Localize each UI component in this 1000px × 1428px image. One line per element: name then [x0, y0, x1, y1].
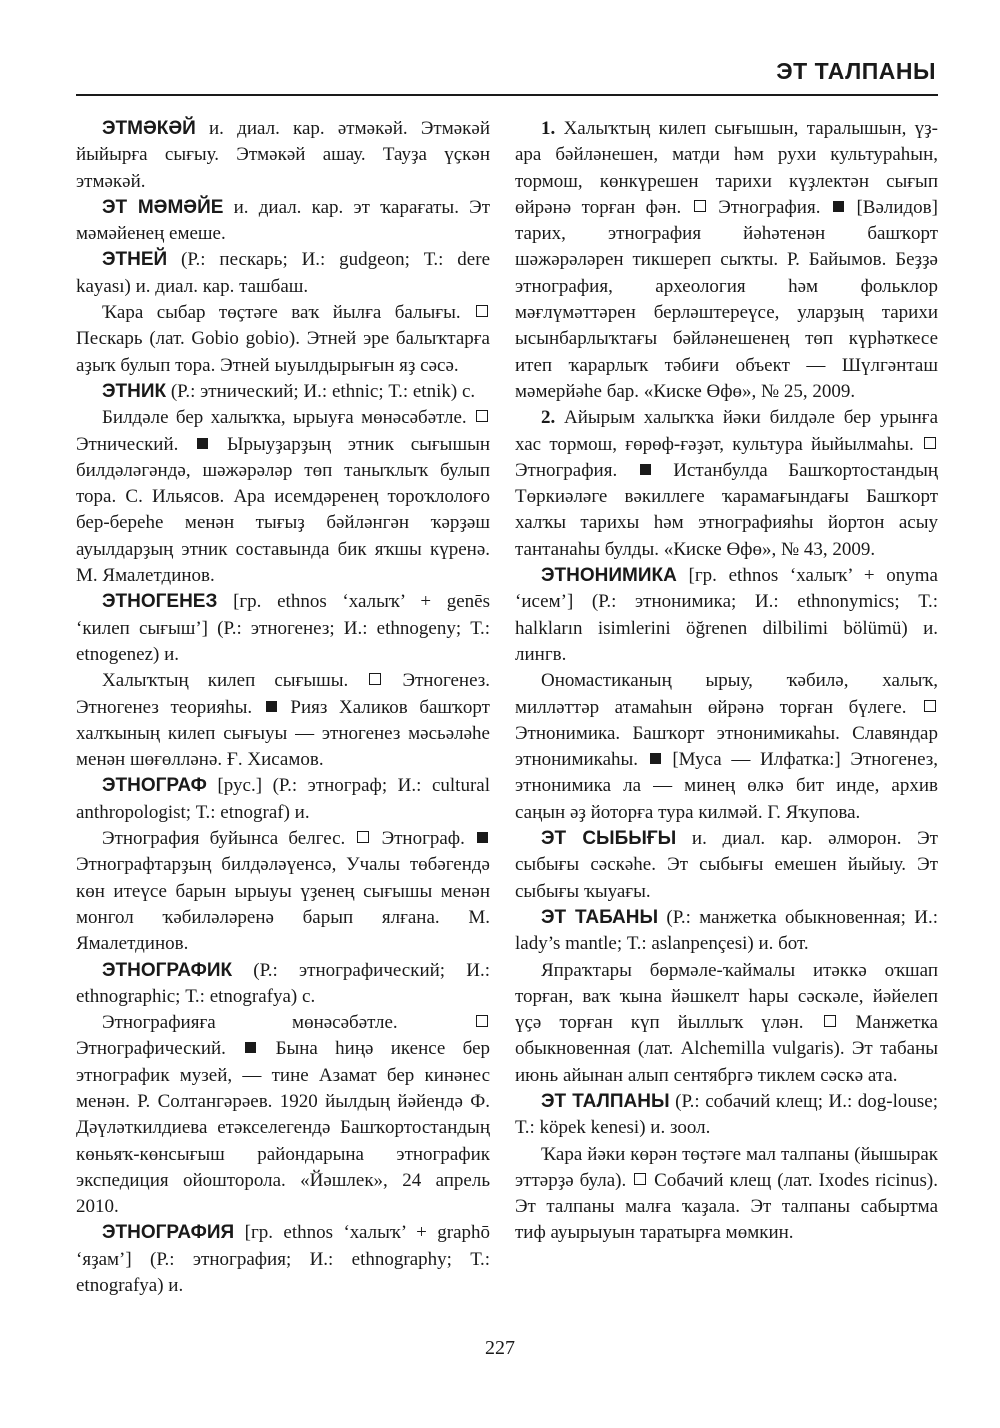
entry-headword: ЭТ ТАЛПАНЫ: [541, 1090, 670, 1112]
definition-text: Ҡара йәки көрән төҫтәге мал талпаны (йышырак эттәрҙә була).: [515, 1143, 938, 1191]
entry-text: (Р.: этнографический; И.: ethnographic; Т.: etnografya) с.: [76, 959, 490, 1007]
example-text: Бына һиңә икенсе бер этнографик музей, — тине Азамат бер кинәнес менән. Р. Солтангәрәев. 1920 йылдың йәйендә Ф. Дәүләткилдиева етәкселегендә Башҡортостандың көньяҡ-көнсығыш райондарына этнографик экспедиция ойошторола. «Йәшлек», 24 апрель 2010.: [76, 1038, 491, 1218]
definition-text: Ономастиканың ырыу, ҡәбилә, халыҡ, милләттәр атамаһын өйрәнә торған бүлеге.: [515, 670, 938, 718]
entry-text: (Р.: собачий клещ; И.: dog-louse; Т.: köpek kenesi) и. зоол.: [515, 1090, 939, 1139]
equivalent-text: Этнография.: [515, 459, 618, 481]
equivalent-text: Этнограф.: [381, 828, 465, 850]
open-square-icon: [924, 437, 936, 449]
example-text: Этнографтарҙың билдәләүенсә, Учалы төбәгендә көн итеүсе барын ырыуы үҙенең сығышы менән монгол ҡәбиләләренә барып ялғана. М. Ямалетдинов.: [76, 854, 490, 955]
header-rule: [76, 94, 938, 96]
sense-number: 2.: [541, 407, 556, 429]
equivalent-text: Этнический.: [76, 433, 179, 455]
open-square-icon: [476, 410, 488, 422]
definition-paragraph: [515, 116, 938, 405]
entry-headword: ЭТНОГРАФИК: [102, 959, 233, 981]
right-column: [515, 116, 938, 1247]
definition-text: Этнография буйынса белгес.: [102, 828, 346, 850]
open-square-icon: [476, 1015, 488, 1027]
definition-paragraph: [76, 405, 490, 589]
filled-square-icon: [640, 464, 651, 475]
entry-headword: ЭТ СЫБЫҒЫ: [541, 828, 677, 850]
entry-text: [гр. ethnos ‘халыҡ’ + graphō ‘яҙам’] (Р.: этнография; И.: ethnography; Т.: etnografya) и.: [76, 1222, 490, 1297]
sense-number: 1.: [541, 118, 556, 139]
filled-square-icon: [245, 1042, 256, 1053]
open-square-icon: [634, 1173, 646, 1185]
definition-paragraph: [515, 1142, 938, 1247]
entry-headword: ЭТНОНИМИКА: [541, 565, 677, 587]
entry-text: и. диал. кар. әлморон. Эт сыбығы сәскәһе. Эт сыбығы емешен йыйыу. Эт сыбығы ҡыуағы.: [515, 828, 938, 902]
entry-headword: ЭТМӘКӘЙ: [102, 118, 196, 139]
left-column: [76, 116, 490, 1299]
equivalent-text: Этногенез. Этногенез теорияһы.: [76, 670, 491, 718]
definition-text: Ҡара сыбар төҫтәге ваҡ йылға балығы.: [102, 302, 461, 324]
open-square-icon: [824, 1015, 836, 1027]
dictionary-entry: [515, 826, 938, 905]
example-text: Собачий клещ (лат. Ixodes ricinus). Эт талпаны малға ҡаҙала. Эт талпаны сабыртма тиф ауырыуын таратырға мөмкин.: [515, 1169, 939, 1244]
example-text: [Муса — Илфатка:] Этногенез, этнонимика ла — минең өлкә бит инде, архив саңын әҙ йоторға тура килмәй. Г. Яҡупова.: [515, 749, 938, 823]
filled-square-icon: [650, 753, 661, 764]
definition-text: Билдәле бер халыҡҡа, ырыуға мөнәсәбәтле.: [102, 407, 467, 429]
example-text: Манжетка обыкновенная (лат. Alchemilla vulgaris). Эт табаны июнь айынан алып сентябргә тиклем сәскә ата.: [515, 1012, 938, 1086]
definition-text: Халыҡтың килеп сығышын, таралышын, үҙ-ара бәйләнешен, матди һәм рухи культураһын, тормош, көнкүрешен тарихи күҙлектән сығып өйрәнә торған фән.: [515, 118, 938, 218]
dictionary-entry: [76, 247, 490, 300]
dictionary-entry: [76, 116, 490, 195]
definition-paragraph: [76, 668, 490, 773]
filled-square-icon: [266, 701, 277, 712]
open-square-icon: [924, 700, 936, 712]
equivalent-text: Этнонимика. Башҡорт этнонимикаһы. Славяндар этнонимикаһы.: [515, 722, 938, 771]
example-text: Истанбулда Башҡортостандың Төркиәләге вәкиллеге ҡарамағындағы Башҡорт халҡы тарихы һәм этнографияһы йортон асыу тантанаһы булды. «Киске Өфө», № 43, 2009.: [515, 459, 939, 560]
equivalent-text: Этнографический.: [76, 1038, 226, 1060]
entry-text: и. диал. кар. эт ҡарағаты. Эт мәмәйенең емеше.: [76, 196, 490, 245]
entry-headword: ЭТНЕЙ: [102, 249, 168, 271]
filled-square-icon: [477, 832, 488, 843]
dictionary-entry: [76, 379, 490, 405]
entry-text: [гр. ethnos ‘халыҡ’ + onyma ‘исем’] (Р.: этнонимика; И.: ethnonymics; Т.: halkların isimlerini öğrenen dilbilimi bölümü) и. лингв.: [515, 565, 938, 665]
running-head: ЭТ ТАЛПАНЫ: [776, 58, 936, 84]
dictionary-entry: [515, 1089, 938, 1142]
definition-paragraph: [515, 958, 938, 1089]
entry-headword: ЭТНОГРАФ: [102, 775, 207, 797]
definition-text: Халыҡтың килеп сығышы.: [102, 670, 349, 692]
definition-text: Япраҡтары бөрмәле-ҡаймалы итәккә оҡшап торған, ваҡ ҡына йәшкелт һары сәскәле, йәйелеп үҫә торған күп йыллыҡ үлән.: [515, 959, 938, 1034]
entry-headword: ЭТНИК: [102, 380, 167, 402]
filled-square-icon: [833, 201, 844, 212]
entry-text: (Р.: этнический; И.: ethnic; Т.: etnik) с.: [166, 380, 476, 402]
definition-paragraph: [515, 405, 938, 563]
dictionary-entry: [76, 589, 490, 668]
definition-paragraph: [515, 668, 938, 826]
dictionary-entry: [76, 1220, 490, 1299]
definition-paragraph: [76, 1010, 490, 1220]
example-text: Рияз Халиков башҡорт халҡының килеп сығыуы — этногенез мәсьәләһе менән шөғөлләнә. Ғ. Хисамов.: [76, 696, 490, 771]
entry-headword: ЭТНОГЕНЕЗ: [102, 591, 218, 613]
dictionary-entry: [76, 958, 490, 1011]
definition-text: Айырым халыҡҡа йәки билдәле бер урынға хас тормош, ғөрөф-ғәҙәт, культура йыйылмаһы.: [515, 407, 938, 455]
equivalent-text: Этнография.: [718, 196, 821, 218]
example-text: Пескарь (лат. Gobio gobio). Этней эре балыҡтарға аҙыҡ булып тора. Этней ыуылдырығын яҙ сәсә.: [76, 328, 490, 376]
definition-paragraph: [76, 300, 490, 379]
example-text: [Вәлидов] тарих, этнография йәһәтенән башҡорт шәжәрәләрен тикшереп сыҡты. Р. Байымов. Беҙҙә этнография, археология һәм фольклор мәғлүмәттәрен берләштереүсе, уларҙың тарихи ысынбарлыҡтағы бәйләнешенең төп күрһәткесе итеп ҡарарлыҡ тәбиғи объект — Шүлгәнташ мәмерйәһе бар. «Киске Өфө», № 25, 2009.: [515, 196, 938, 402]
filled-square-icon: [197, 438, 208, 449]
entry-text: [рус.] (Р.: этнограф; И.: cultural anthropologist; Т.: etnograf) и.: [76, 775, 490, 823]
page-number: 227: [485, 1337, 515, 1359]
entry-text: и. диал. кар. әтмәкәй. Этмәкәй йыйырға сығыу. Этмәкәй ашау. Тауҙа үҫкән этмәкәй.: [76, 118, 490, 192]
entry-text: (Р.: манжетка обыкновенная; И.: lady’s mantle; Т.: aslanpençesi) и. бот.: [515, 906, 938, 955]
entry-headword: ЭТНОГРАФИЯ: [102, 1222, 235, 1244]
dictionary-entry: [515, 905, 938, 958]
dictionary-entry: [76, 773, 490, 826]
open-square-icon: [369, 673, 381, 685]
dictionary-entry: [515, 563, 938, 668]
open-square-icon: [476, 305, 488, 317]
open-square-icon: [357, 831, 369, 843]
entry-text: [гр. ethnos ‘халыҡ’ + genēs ‘килеп сығыш’] (Р.: этногенез; И.: ethnogeny; Т.: etnogenez) и.: [76, 591, 490, 665]
entry-text: (Р.: пескарь; И.: gudgeon; Т.: dere kayası) и. диал. кар. ташбаш.: [76, 249, 490, 297]
example-text: Ырыуҙарҙың этник сығышын билдәләгәндә, шәжәрәләр төп таныҡлыҡ булып тора. С. Ильясов. Ара исемдәренең тороҡлолоғо бер-береһе менән тығыҙ бәйләнгән ҡәрҙәш ауылдарҙың этник составында бик яҡшы күренә. М. Ямалетдинов.: [76, 433, 491, 587]
open-square-icon: [694, 200, 706, 212]
definition-paragraph: [76, 826, 490, 957]
definition-text: Этнографияға мөнәсәбәтле.: [102, 1012, 398, 1034]
dictionary-entry: [76, 195, 490, 248]
entry-headword: ЭТ МӘМӘЙЕ: [102, 196, 224, 218]
entry-headword: ЭТ ТАБАНЫ: [541, 906, 659, 928]
